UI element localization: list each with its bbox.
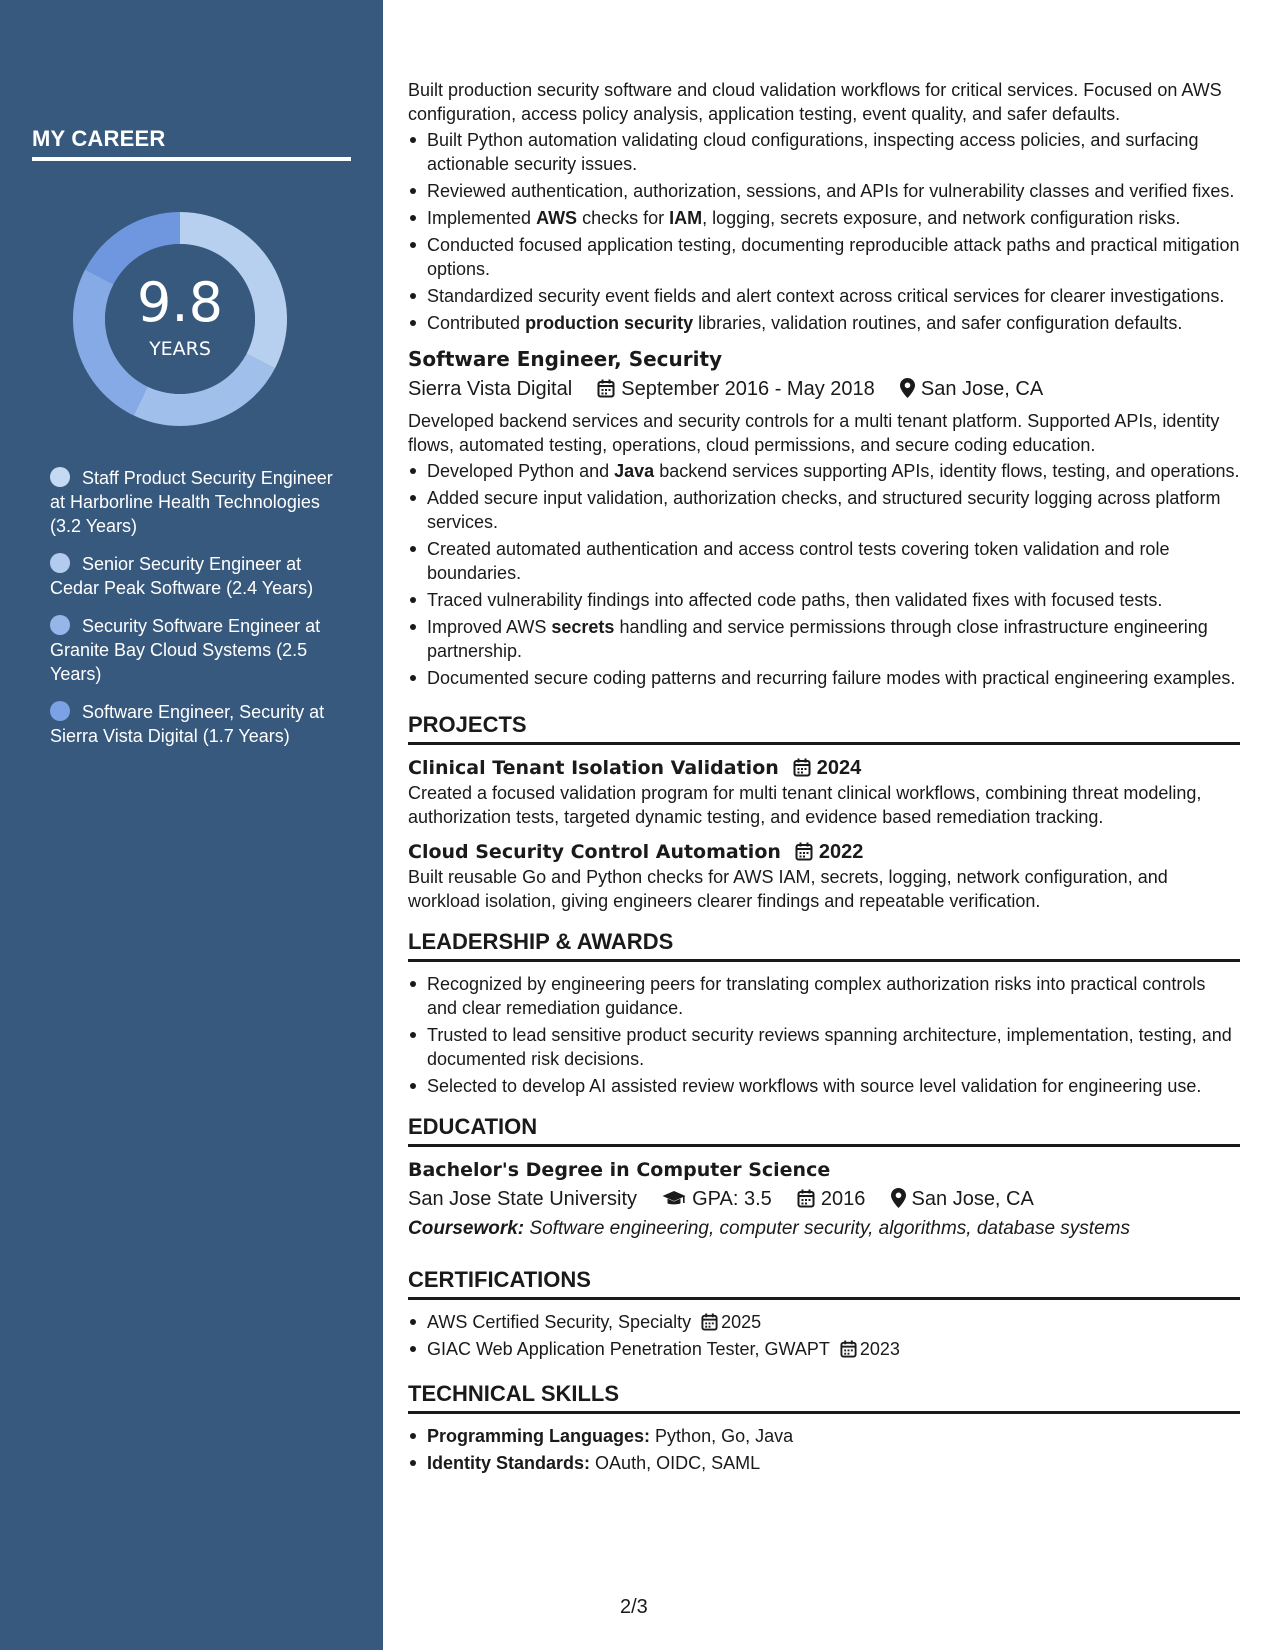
text: Contributed xyxy=(427,313,526,333)
calendar-icon xyxy=(597,379,615,398)
gpa: GPA: 3.5 xyxy=(692,1188,772,1210)
graduation-year: 2016 xyxy=(820,1188,866,1210)
job-bullet xyxy=(408,459,1240,483)
section-heading-education: EDUCATION xyxy=(408,1114,538,1139)
section-rule xyxy=(408,742,1240,745)
text: Implemented xyxy=(427,208,537,228)
job-bullet: Documented secure coding patterns and recurring failure modes with practical engineering examples. xyxy=(408,666,1240,690)
text: handling and service permissions through close infrastructure engineering partnership. xyxy=(427,617,1208,661)
section-heading-certifications: CERTIFICATIONS xyxy=(408,1267,591,1292)
section-rule xyxy=(408,1297,1240,1300)
job-location: San Jose, CA xyxy=(920,378,1044,400)
section-rule xyxy=(408,1411,1240,1414)
timeline-item xyxy=(50,614,350,686)
page-number-text: 2/3 xyxy=(620,1596,648,1618)
project-title xyxy=(408,839,1240,865)
project-description: Created a focused validation program for multi tenant clinical workflows, combining threat modeling, authorization tests, targeted dynamic testing, and evidence based remediation tracking. xyxy=(408,783,1202,827)
certification-name: AWS Certified Security, Specialty xyxy=(427,1312,692,1332)
bold-text: production security xyxy=(525,313,694,333)
skill-label: Identity Standards: xyxy=(427,1453,591,1473)
project-title xyxy=(408,755,1240,781)
calendar-icon xyxy=(701,1313,718,1331)
skill-label: Programming Languages: xyxy=(427,1426,651,1446)
school-name: San Jose State University xyxy=(408,1188,637,1210)
section-heading-leadership: LEADERSHIP & AWARDS xyxy=(408,929,674,954)
leadership-item: Recognized by engineering peers for translating complex authorization risks into practical controls and clear remediation guidance. xyxy=(408,972,1240,1020)
calendar-icon xyxy=(840,1340,857,1358)
certification-item xyxy=(408,1310,1240,1334)
job-summary: Developed backend services and security controls for a multi tenant platform. Supported APIs, identity flows, automated testing, operations, cloud permissions, and secure coding education. xyxy=(408,411,1220,455)
job-bullet: Built Python automation validating cloud configurations, inspecting access policies, and surfacing actionable security issues. xyxy=(408,128,1240,176)
graduation-cap-icon xyxy=(662,1190,686,1208)
timeline-dot xyxy=(50,615,70,635)
career-timeline xyxy=(50,466,350,762)
job-bullets xyxy=(408,128,1240,335)
project-year: 2024 xyxy=(816,757,862,779)
coursework-label: Coursework: xyxy=(408,1218,525,1239)
timeline-text: Security Software Engineer at Granite Bay Cloud Systems (2.5 Years) xyxy=(50,616,321,684)
text: libraries, validation routines, and safer configuration defaults. xyxy=(693,313,1183,333)
project-description: Built reusable Go and Python checks for AWS IAM, secrets, logging, network configuration, and workload isolation, giving engineers clearer findings and repeatable verification. xyxy=(408,867,1168,911)
skill-value: Python, Go, Java xyxy=(655,1426,794,1446)
project-name: Clinical Tenant Isolation Validation xyxy=(408,757,779,779)
bold-text: IAM xyxy=(669,208,703,228)
job-meta xyxy=(408,375,1240,403)
job-bullet: Traced vulnerability findings into affected code paths, then validated fixes with focused tests. xyxy=(408,588,1240,612)
resume-main xyxy=(408,78,1240,1478)
job-bullet xyxy=(408,615,1240,663)
company-name: Sierra Vista Digital xyxy=(408,378,573,400)
section-rule xyxy=(408,1144,1240,1147)
job-bullet xyxy=(408,206,1240,230)
timeline-item xyxy=(50,552,350,600)
job-title: Software Engineer, Security xyxy=(408,347,723,371)
leadership-item: Selected to develop AI assisted review workflows with source level validation for engineering use. xyxy=(408,1074,1240,1098)
job-dates: September 2016 - May 2018 xyxy=(621,378,875,400)
job-bullet: Standardized security event fields and alert context across critical services for clearer investigations. xyxy=(408,284,1240,308)
text: backend services supporting APIs, identity flows, testing, and operations. xyxy=(654,461,1240,481)
leadership-list xyxy=(408,972,1240,1098)
bold-text: secrets xyxy=(551,617,615,637)
career-donut-chart xyxy=(65,204,295,434)
donut-value: 9.8 xyxy=(137,271,223,334)
certifications-list xyxy=(408,1310,1240,1361)
calendar-icon xyxy=(793,758,811,777)
sidebar xyxy=(0,0,383,1650)
timeline-text: Senior Security Engineer at Cedar Peak Software (2.4 Years) xyxy=(50,554,314,598)
education-meta xyxy=(408,1185,1240,1213)
timeline-text: Staff Product Security Engineer at Harborline Health Technologies (3.2 Years) xyxy=(50,468,333,536)
coursework-text: Software engineering, computer security, algorithms, database systems xyxy=(529,1218,1130,1239)
job-bullets xyxy=(408,459,1240,690)
section-heading-skills: TECHNICAL SKILLS xyxy=(408,1381,620,1406)
project-year: 2022 xyxy=(818,841,864,863)
timeline-dot xyxy=(50,467,70,487)
career-title-underline xyxy=(32,157,351,161)
certification-year: 2023 xyxy=(859,1339,900,1359)
calendar-icon xyxy=(797,1189,815,1208)
skill-item xyxy=(408,1424,1240,1448)
timeline-item xyxy=(50,700,350,748)
degree-title: Bachelor's Degree in Computer Science xyxy=(408,1159,831,1181)
timeline-dot xyxy=(50,701,70,721)
job-summary: Built production security software and cloud validation workflows for critical services. Focused on AWS configuration, access policy analysis, application testing, event quality, and safer defaults. xyxy=(408,80,1222,124)
certification-name: GIAC Web Application Penetration Tester, GWAPT xyxy=(427,1339,830,1359)
certification-item xyxy=(408,1337,1240,1361)
career-title: MY CAREER xyxy=(32,126,166,151)
bold-text: Java xyxy=(614,461,655,481)
timeline-item xyxy=(50,466,350,538)
map-pin-icon xyxy=(900,378,915,398)
school-location: San Jose, CA xyxy=(911,1188,1034,1210)
text: , logging, secrets exposure, and network configuration risks. xyxy=(702,208,1181,228)
text: checks for xyxy=(577,208,670,228)
donut-unit: YEARS xyxy=(149,338,211,360)
job-bullet xyxy=(408,311,1240,335)
skill-item xyxy=(408,1451,1240,1475)
map-pin-icon xyxy=(891,1188,906,1208)
certification-year: 2025 xyxy=(721,1312,762,1332)
skill-value: OAuth, OIDC, SAML xyxy=(595,1453,761,1473)
coursework xyxy=(408,1215,1240,1243)
calendar-icon xyxy=(795,842,813,861)
job-bullet: Conducted focused application testing, documenting reproducible attack paths and practical mitigation options. xyxy=(408,233,1240,281)
job-bullet: Reviewed authentication, authorization, sessions, and APIs for vulnerability classes and verified fixes. xyxy=(408,179,1240,203)
text: Improved AWS xyxy=(427,617,552,637)
section-heading-projects: PROJECTS xyxy=(408,712,527,737)
timeline-text: Software Engineer, Security at Sierra Vista Digital (1.7 Years) xyxy=(50,702,325,746)
timeline-dot xyxy=(50,553,70,573)
leadership-item: Trusted to lead sensitive product security reviews spanning architecture, implementation, testing, and documented risk decisions. xyxy=(408,1023,1240,1071)
text: Developed Python and xyxy=(427,461,615,481)
skills-list xyxy=(408,1424,1240,1475)
section-rule xyxy=(408,959,1240,962)
job-bullet: Created automated authentication and access control tests covering token validation and role boundaries. xyxy=(408,537,1240,585)
job-bullet: Added secure input validation, authorization checks, and structured security logging across platform services. xyxy=(408,486,1240,534)
bold-text: AWS xyxy=(536,208,578,228)
project-name: Cloud Security Control Automation xyxy=(408,841,781,863)
